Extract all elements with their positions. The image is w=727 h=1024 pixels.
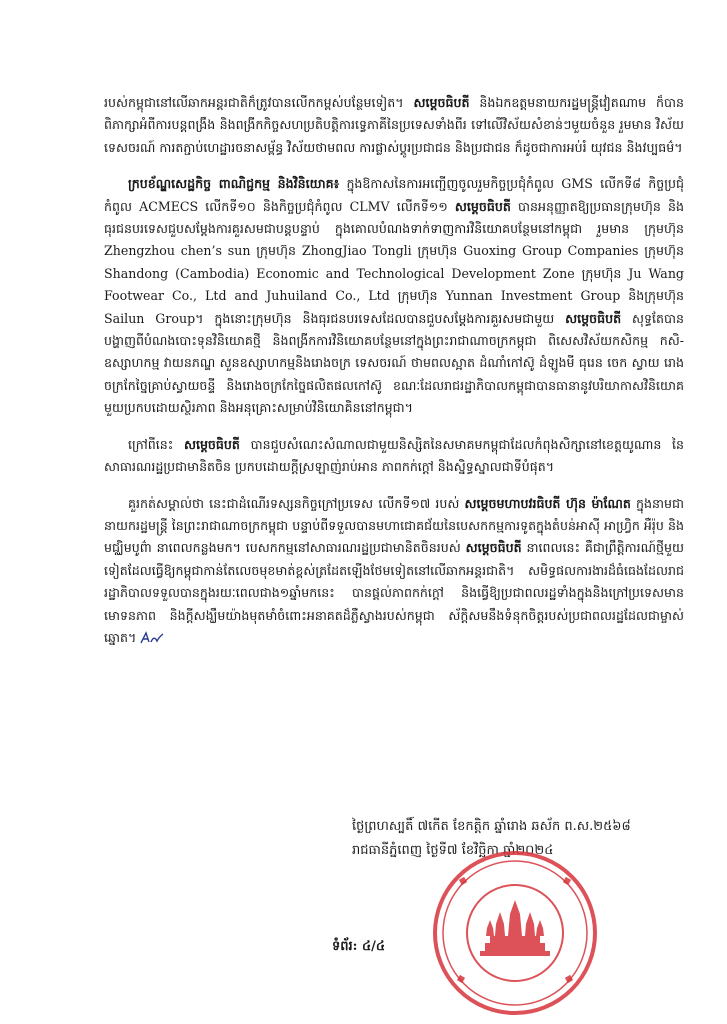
lunar-date-line: ថ្ងៃព្រហស្បតិ៍ ៧កើត ខែកត្តិក ឆ្នាំរោង ឆស័ក ព.ស.២៥៦៨ (352, 819, 631, 834)
text-run: សុទ្ធតែបានបង្ហាញពីបំណងបោះទុនវិនិយោគថ្មី និងពង្រីកការវិនិយោគបន្ថែមនៅក្នុងព្រះរាជាណាចក្រកម្ពុជា ពិសេសវិស័យកសិកម្ម កសិ-ឧស្សាហកម្ម វាយនភណ្ឌ សួនឧស្សាហកម្មនិងរោងចក្រ ទេសចរណ៍ ថាមពលស្អាត ដំណាំកៅស៊ូ ដំឡូងមី ធុរេន ចេក ស្វាយ រោងចក្រកែច្នៃគ្រាប់ស្វាយចន្ទី និងរោងចក្រកែច្នៃផលិតផលកៅស៊ូ ខណៈដែលរាជរដ្ឋាភិបាលកម្ពុជាបានធានានូវបរិយាកាសវិនិយោគមួយប្រកបដោយស្ថិរភាព និងអនុគ្រោះសម្រាប់វិនិយោគិននៅកម្ពុជា។ (104, 310, 684, 416)
text-run: ក្នុងនាមជានាយករដ្ឋមន្ត្រី នៃព្រះរាជាណាចក្រកម្ពុជា បន្ទាប់ពីទទួលបានមហាជោគជ័យនៃបេសកកម្មការទូតក្នុងតំបន់អាស៊ី អាហ្វ្រិក អឺរ៉ុប និងមជ្ឈិមបូព៌ា នាពេលកន្លងមក។ បេសកកម្មនៅសាធារណរដ្ឋប្រជាមានិតចិនរបស់ (104, 495, 685, 556)
paragraph (104, 173, 684, 419)
text-run: គួរកត់សម្គាល់ថា នេះជាដំណើរទស្សនកិច្ចក្រៅប្រទេស លើកទី១៧ របស់ (128, 495, 465, 511)
bold-text: សម្តេចមហាបវរធិបតី ហ៊ុន ម៉ាណែត (464, 495, 631, 511)
text-run: ក្រៅពីនេះ (128, 436, 184, 452)
official-seal-stamp (430, 848, 600, 1018)
angkor-temple-emblem (480, 900, 550, 956)
text-run: ក្នុងឱកាសនៃការអញ្ជើញចូលរួមកិច្ចប្រជុំកំពូល GMS លើកទី៨ កិច្ចប្រជុំកំពូល ACMECS លើកទី១០ និងកិច្ចប្រជុំកំពូល CLMV លើកទី១១ (104, 176, 684, 214)
bold-text: ក្របខ័ណ្ឌសេដ្ឋកិច្ច ពាណិជ្ជកម្ម និងវិនិយោគ៖ (128, 176, 340, 192)
text-run: របស់កម្ពុជានៅលើឆាកអន្តរជាតិក៏ត្រូវបានលើកកម្ពស់បន្ថែមទៀត។ (104, 95, 414, 110)
document-body (104, 92, 684, 663)
paragraph (104, 434, 684, 479)
text-run: បានជួបសំណេះសំណាលជាមួយនិស្សិតនៃសមាគមកម្ពុជាដែលកំពុងសិក្សានៅខេត្តយូណាន នៃសាធារណរដ្ឋប្រជាមានិតចិន ប្រកបដោយក្តីស្រឡាញ់រាប់អាន ភាពកក់ក្តៅ និងស្និទ្ធស្នាលជាទីបំផុត។ (104, 436, 684, 475)
initial-signature-mark (139, 631, 165, 645)
text-run: នាពេលនេះ គឺជាព្រឹត្តិការណ៍ថ្មីមួយទៀតដែលធ្វើឱ្យកម្ពុជាកាន់តែលេចមុខមាត់ខ្ពស់ត្រដែតឡើងថែមទៀតនៅលើឆាកអន្តរជាតិ។ សមិទ្ធផលការងារដ៏ធំធេងដែលរាជរដ្ឋាភិបាលទទួលបានក្នុងរយៈពេលជាង១ឆ្នាំមកនេះ បានផ្តល់ភាពកក់ក្តៅ និងធ្វើឱ្យប្រជាពលរដ្ឋទាំងក្នុងនិងក្រៅប្រទេសមានមោទនភាព និងក្តីសង្ឃឹមយ៉ាងមុតមាំចំពោះអនាគតដ៏ភ្លឺស្វាងរបស់កម្ពុជា ស័ក្តិសមនឹងទំនុកចិត្តរបស់ប្រជាពលរដ្ឋដែលជាម្ចាស់ឆ្នោត។ (104, 540, 684, 645)
bold-text: សម្តេចធិបតី (454, 198, 511, 214)
bold-text: សម្តេចធិបតី (183, 436, 240, 452)
text-run: បានអនុញ្ញាតឱ្យប្រធានក្រុមហ៊ុន និងធុរជនបរទេសជួបសម្តែងការគួរសមជាបន្តបន្ទាប់ ក្នុងគោលបំណងទាក់ទាញការវិនិយោគបន្ថែមនៅកម្ពុជា រួមមាន ក្រុមហ៊ុន Zhengzhou chen’s sun ក្រុមហ៊ុន ZhongJiao Tongli ក្រុមហ៊ុន Guoxing Group Companies ក្រុមហ៊ុន Shandong (Cambodia) Economic and Technological Development Zone ក្រុមហ៊ុន Ju Wang Footwear Co., Ltd and Juhuiland Co., Ltd ក្រុមហ៊ុន Yunnan Investment Group និងក្រុមហ៊ុន Sailun Group។ ក្នុងនោះក្រុមហ៊ុន និងធុរជនបរទេសដែលបានជួបសម្តែងការគួរសមជាមួយ (104, 198, 685, 326)
place-date-line: រាជធានីភ្នំពេញ ថ្ងៃទី៧ ខែវិច្ឆិកា ឆ្នាំ២០២៤ (352, 843, 554, 858)
page-number: ទំព័រ: ៤/៤ (332, 939, 386, 954)
paragraph (104, 92, 684, 159)
bold-text: សម្តេចធិបតី (565, 310, 622, 326)
paragraph (104, 493, 684, 650)
bold-text: សម្តេចធិបតី (413, 95, 470, 110)
bold-text: សម្តេចធិបតី (465, 540, 522, 556)
text-run: និងឯកឧត្តមនាយករដ្ឋមន្ត្រីវៀតណាម ក៏បានពិភាក្សាអំពីការបន្តពង្រឹង និងពង្រីកកិច្ចសហប្រតិបត្តិការទ្វេភាគីនៃប្រទេសទាំងពីរ ទៅលើវិស័យសំខាន់ៗមួយចំនួន រួមមាន វិស័យទេសចរណ៍ ការតភ្ជាប់ហេដ្ឋារចនាសម្ព័ន្ធ វិស័យថាមពល ការផ្លាស់ប្តូរប្រជាជន និងប្រជាជន ក៏ដូចជាការអប់រំ យុវជន និងវប្បធម៌។ (104, 95, 684, 155)
